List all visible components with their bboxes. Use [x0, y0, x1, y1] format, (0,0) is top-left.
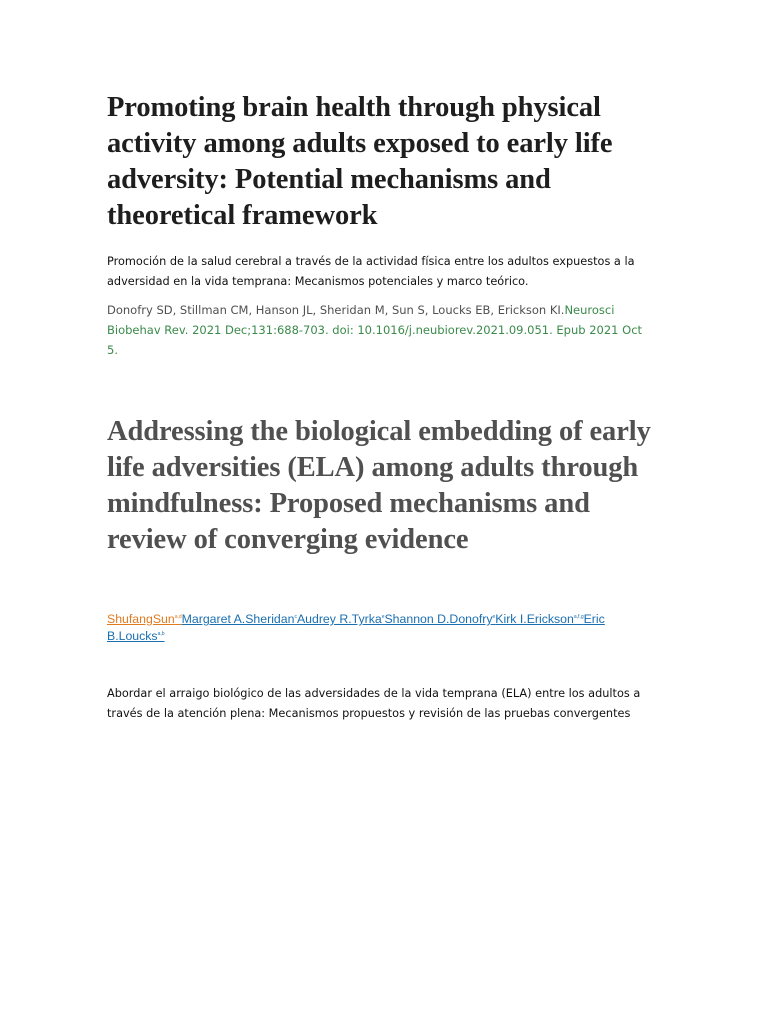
- article-1-authors: Donofry SD, Stillman CM, Hanson JL, Sheridan M, Sun S, Loucks EB, Erickson KI.: [107, 303, 565, 317]
- article-2-author-list: [107, 611, 652, 645]
- author-affiliation: e: [492, 613, 496, 620]
- author-affiliation: a,d: [174, 613, 182, 620]
- author-affiliation: c: [294, 613, 297, 620]
- author-link[interactable]: [297, 612, 385, 626]
- article-1-title: Promoting brain health through physical activity among adults exposed to early life adversity: Potential mechanisms and theoretical framework: [107, 92, 613, 231]
- author-name: ShufangSun: [107, 612, 175, 626]
- article-1-citation: [107, 300, 652, 360]
- author-name: Audrey R.Tyrka: [296, 612, 382, 626]
- article-2-translation: Abordar el arraigo biológico de las adversidades de la vida temprana (ELA) entre los adultos a través de la atención plena: Mecanismos propuestos y revisión de las pruebas convergentes: [107, 687, 641, 720]
- author-affiliation: e: [381, 613, 385, 620]
- article-2-title: Addressing the biological embedding of early life adversities (ELA) among adults through mindfulness: Proposed mechanisms and review of converging evidence: [107, 416, 651, 555]
- author-name: Eric B.Loucks: [107, 612, 605, 643]
- article-1-translation: Promoción de la salud cerebral a través de la actividad física entre los adultos expuestos a la adversidad en la vida temprana: Mecanismos potenciales y marco teórico.: [107, 255, 635, 288]
- author-affiliation: a,f,g: [573, 613, 584, 620]
- author-name: Margaret A.Sheridan: [181, 612, 295, 626]
- author-name: Kirk I.Erickson: [495, 612, 574, 626]
- author-name: Shannon D.Donofry: [384, 612, 493, 626]
- author-link[interactable]: [182, 612, 297, 626]
- article-1-journal: Neurosci Biobehav Rev. 2021 Dec;131:688-703. doi: 10.1016/j.neubiorev.2021.09.051. Epub 2021 Oct 5.: [107, 303, 643, 357]
- author-link[interactable]: [107, 612, 182, 626]
- author-link[interactable]: [381, 612, 496, 626]
- author-affiliation: a,b: [157, 630, 165, 637]
- author-link[interactable]: [492, 612, 584, 626]
